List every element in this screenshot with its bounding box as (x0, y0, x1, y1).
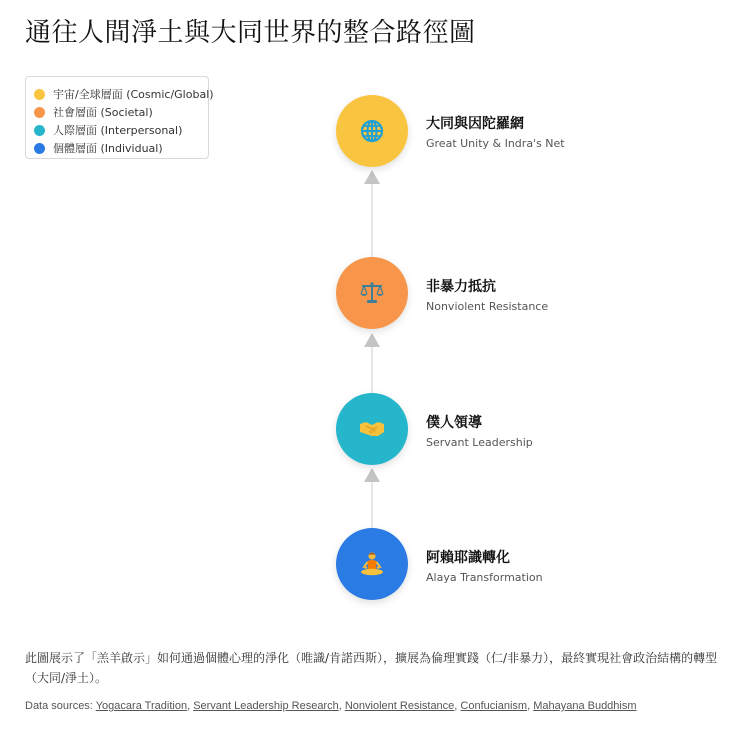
node-title: 僕人領導 (426, 415, 482, 431)
legend-item-individual (34, 139, 208, 157)
legend-label-cosmic: 宇宙/全球層面 (Cosmic/Global) (53, 88, 214, 101)
handshake-icon (359, 420, 385, 438)
node-label-alaya-transformation (426, 547, 543, 584)
node-title: 非暴力抵抗 (426, 279, 496, 295)
page-title: 通往人間淨土與大同世界的整合路徑圖 (25, 18, 476, 48)
node-label-great-unity (426, 113, 565, 150)
source-link-yogacara[interactable]: Yogacara Tradition (95, 700, 188, 712)
legend-dot-societal (34, 107, 45, 118)
node-subtitle: Nonviolent Resistance (426, 300, 549, 313)
node-nonviolent-resistance[interactable] (336, 257, 408, 329)
node-subtitle: Great Unity & Indra's Net (426, 137, 565, 150)
scales-icon (359, 281, 385, 305)
legend-dot-individual (34, 143, 45, 154)
node-servant-leadership[interactable] (336, 393, 408, 465)
legend-dot-cosmic (34, 89, 45, 100)
source-link-nonviolent-resistance[interactable]: Nonviolent Resistance (344, 700, 455, 712)
legend-item-interpersonal (34, 121, 208, 139)
node-label-nonviolent-resistance (426, 276, 548, 313)
legend-item-societal (34, 103, 208, 121)
node-subtitle: Servant Leadership (426, 436, 533, 449)
source-link-mahayana[interactable]: Mahayana Buddhism (533, 700, 637, 712)
legend (25, 76, 214, 159)
legend-dot-interpersonal (34, 125, 45, 136)
legend-label-societal: 社會層面 (Societal) (53, 106, 153, 119)
connector-line-2 (371, 342, 373, 397)
node-label-servant-leadership (426, 412, 533, 449)
description: 此圖展示了「羔羊啟示」如何通過個體心理的淨化（唯識/肯諾西斯），擴展為倫理實踐（仁/非暴力），最終實現社會政治結構的轉型（大同/淨土）。 (25, 651, 718, 685)
legend-label-interpersonal: 人際層面 (Interpersonal) (53, 124, 183, 137)
node-great-unity[interactable] (336, 95, 408, 167)
arrow-up-icon (364, 468, 380, 482)
legend-label-individual: 個體層面 (Individual) (53, 142, 163, 155)
data-sources: Data sources: Yogacara Tradition, Servant Leadership Research, Nonviolent Resistance, Confucianism, Mahayana Buddhism (25, 700, 637, 712)
meditation-icon (359, 551, 385, 577)
arrow-up-icon (364, 333, 380, 347)
connector-line-1 (371, 180, 373, 260)
globe-icon (360, 119, 384, 143)
node-alaya-transformation[interactable] (336, 528, 408, 600)
legend-item-cosmic (34, 85, 214, 103)
source-link-confucianism[interactable]: Confucianism (460, 700, 528, 712)
connector-line-3 (371, 477, 373, 532)
sources-label: Data sources: (25, 700, 96, 712)
node-subtitle: Alaya Transformation (426, 571, 543, 584)
node-title: 大同與因陀羅網 (426, 116, 524, 132)
source-link-servant-leadership[interactable]: Servant Leadership Research (193, 700, 339, 712)
arrow-up-icon (364, 170, 380, 184)
node-title: 阿賴耶識轉化 (426, 550, 510, 566)
